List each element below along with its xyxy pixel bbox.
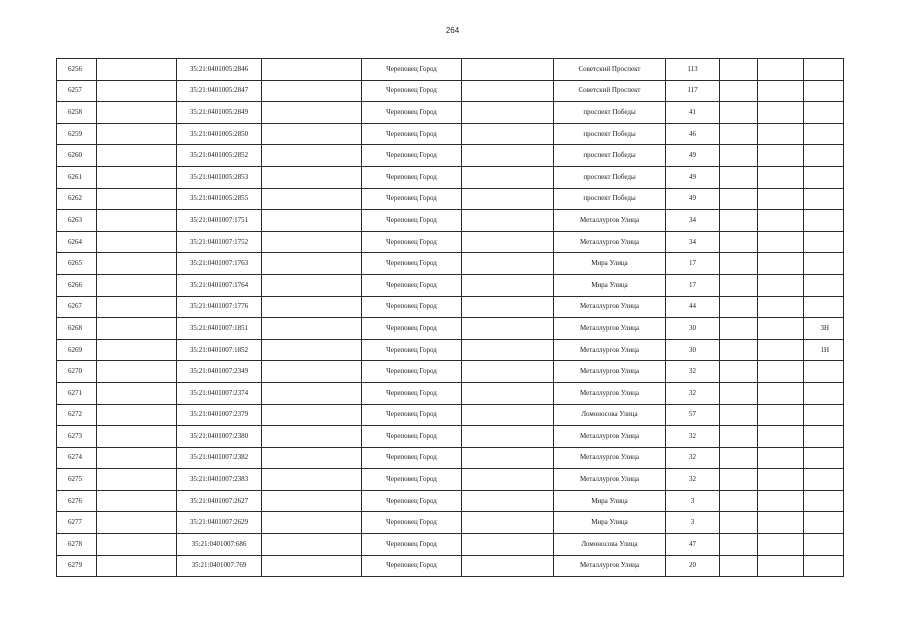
row-number-cell: 6274 <box>57 447 97 469</box>
empty-cell <box>758 447 804 469</box>
row-number-cell: 6265 <box>57 253 97 275</box>
cadastral-number-cell: 35:21:0401007:2379 <box>177 404 262 426</box>
table-row <box>57 426 844 448</box>
house-number-cell: 32 <box>666 447 720 469</box>
empty-cell <box>720 296 758 318</box>
premises-number-cell <box>804 59 844 81</box>
row-number-cell: 6262 <box>57 188 97 210</box>
street-cell: проспект Победы <box>554 145 666 167</box>
empty-cell <box>462 447 554 469</box>
premises-number-cell <box>804 555 844 577</box>
table-row <box>57 382 844 404</box>
empty-cell <box>462 231 554 253</box>
street-cell: Советский Проспект <box>554 59 666 81</box>
empty-cell <box>97 274 177 296</box>
empty-cell <box>262 447 362 469</box>
empty-cell <box>97 382 177 404</box>
house-number-cell: 57 <box>666 404 720 426</box>
premises-number-cell <box>804 145 844 167</box>
empty-cell <box>758 145 804 167</box>
empty-cell <box>97 490 177 512</box>
house-number-cell: 20 <box>666 555 720 577</box>
house-number-cell: 30 <box>666 318 720 340</box>
cadastral-number-cell: 35:21:0401005:2850 <box>177 123 262 145</box>
premises-number-cell <box>804 296 844 318</box>
street-cell: Металлургов Улица <box>554 339 666 361</box>
empty-cell <box>262 512 362 534</box>
empty-cell <box>262 555 362 577</box>
row-number-cell: 6272 <box>57 404 97 426</box>
cadastral-number-cell: 35:21:0401007:2629 <box>177 512 262 534</box>
cadastral-number-cell: 35:21:0401005:2847 <box>177 80 262 102</box>
empty-cell <box>97 123 177 145</box>
city-cell: Череповец Город <box>362 426 462 448</box>
empty-cell <box>262 123 362 145</box>
empty-cell <box>97 339 177 361</box>
empty-cell <box>758 274 804 296</box>
cadastral-number-cell: 35:21:0401007:1776 <box>177 296 262 318</box>
street-cell: Металлургов Улица <box>554 361 666 383</box>
cadastral-number-cell: 35:21:0401007:1764 <box>177 274 262 296</box>
empty-cell <box>262 339 362 361</box>
empty-cell <box>462 469 554 491</box>
empty-cell <box>462 102 554 124</box>
empty-cell <box>758 166 804 188</box>
empty-cell <box>462 555 554 577</box>
empty-cell <box>720 318 758 340</box>
row-number-cell: 6278 <box>57 534 97 556</box>
empty-cell <box>758 534 804 556</box>
empty-cell <box>462 210 554 232</box>
empty-cell <box>262 361 362 383</box>
empty-cell <box>758 555 804 577</box>
empty-cell <box>720 123 758 145</box>
empty-cell <box>758 59 804 81</box>
empty-cell <box>720 469 758 491</box>
row-number-cell: 6256 <box>57 59 97 81</box>
empty-cell <box>758 339 804 361</box>
city-cell: Череповец Город <box>362 210 462 232</box>
street-cell: Мира Улица <box>554 274 666 296</box>
empty-cell <box>720 80 758 102</box>
house-number-cell: 30 <box>666 339 720 361</box>
city-cell: Череповец Город <box>362 145 462 167</box>
empty-cell <box>97 253 177 275</box>
empty-cell <box>97 145 177 167</box>
cadastral-number-cell: 35:21:0401005:2849 <box>177 102 262 124</box>
row-number-cell: 6259 <box>57 123 97 145</box>
row-number-cell: 6267 <box>57 296 97 318</box>
empty-cell <box>97 426 177 448</box>
row-number-cell: 6269 <box>57 339 97 361</box>
cadastral-number-cell: 35:21:0401007:1752 <box>177 231 262 253</box>
table-row <box>57 80 844 102</box>
empty-cell <box>262 210 362 232</box>
premises-number-cell <box>804 123 844 145</box>
premises-number-cell <box>804 382 844 404</box>
empty-cell <box>262 426 362 448</box>
table-row <box>57 490 844 512</box>
house-number-cell: 49 <box>666 166 720 188</box>
empty-cell <box>262 404 362 426</box>
row-number-cell: 6264 <box>57 231 97 253</box>
empty-cell <box>262 490 362 512</box>
house-number-cell: 32 <box>666 361 720 383</box>
empty-cell <box>758 318 804 340</box>
city-cell: Череповец Город <box>362 339 462 361</box>
empty-cell <box>97 318 177 340</box>
empty-cell <box>462 123 554 145</box>
table-row <box>57 512 844 534</box>
street-cell: Металлургов Улица <box>554 210 666 232</box>
cadastral-number-cell: 35:21:0401007:2382 <box>177 447 262 469</box>
empty-cell <box>758 123 804 145</box>
empty-cell <box>462 145 554 167</box>
empty-cell <box>758 382 804 404</box>
house-number-cell: 44 <box>666 296 720 318</box>
cadastral-number-cell: 35:21:0401007:1851 <box>177 318 262 340</box>
empty-cell <box>720 339 758 361</box>
empty-cell <box>262 166 362 188</box>
cadastral-number-cell: 35:21:0401007:2380 <box>177 426 262 448</box>
house-number-cell: 41 <box>666 102 720 124</box>
city-cell: Череповец Город <box>362 59 462 81</box>
empty-cell <box>720 253 758 275</box>
table-row <box>57 102 844 124</box>
row-number-cell: 6279 <box>57 555 97 577</box>
street-cell: Металлургов Улица <box>554 318 666 340</box>
table-row <box>57 447 844 469</box>
empty-cell <box>720 210 758 232</box>
premises-number-cell <box>804 534 844 556</box>
street-cell: Мира Улица <box>554 253 666 275</box>
empty-cell <box>720 361 758 383</box>
empty-cell <box>97 361 177 383</box>
row-number-cell: 6261 <box>57 166 97 188</box>
row-number-cell: 6271 <box>57 382 97 404</box>
row-number-cell: 6257 <box>57 80 97 102</box>
empty-cell <box>97 59 177 81</box>
city-cell: Череповец Город <box>362 404 462 426</box>
empty-cell <box>720 382 758 404</box>
empty-cell <box>720 404 758 426</box>
empty-cell <box>462 512 554 534</box>
house-number-cell: 3 <box>666 490 720 512</box>
street-cell: Металлургов Улица <box>554 296 666 318</box>
street-cell: проспект Победы <box>554 123 666 145</box>
empty-cell <box>262 469 362 491</box>
premises-number-cell <box>804 80 844 102</box>
empty-cell <box>720 231 758 253</box>
house-number-cell: 32 <box>666 382 720 404</box>
table-row <box>57 166 844 188</box>
cadastral-number-cell: 35:21:0401007:1852 <box>177 339 262 361</box>
city-cell: Череповец Город <box>362 318 462 340</box>
street-cell: Металлургов Улица <box>554 382 666 404</box>
premises-number-cell <box>804 361 844 383</box>
empty-cell <box>462 382 554 404</box>
empty-cell <box>262 253 362 275</box>
city-cell: Череповец Город <box>362 123 462 145</box>
street-cell: Советский Проспект <box>554 80 666 102</box>
premises-number-cell <box>804 426 844 448</box>
empty-cell <box>758 361 804 383</box>
table-row <box>57 253 844 275</box>
house-number-cell: 49 <box>666 188 720 210</box>
empty-cell <box>720 426 758 448</box>
city-cell: Череповец Город <box>362 555 462 577</box>
empty-cell <box>462 404 554 426</box>
street-cell: проспект Победы <box>554 188 666 210</box>
table-row <box>57 274 844 296</box>
empty-cell <box>462 80 554 102</box>
empty-cell <box>262 296 362 318</box>
table-row <box>57 231 844 253</box>
city-cell: Череповец Город <box>362 253 462 275</box>
city-cell: Череповец Город <box>362 102 462 124</box>
city-cell: Череповец Город <box>362 166 462 188</box>
empty-cell <box>262 59 362 81</box>
empty-cell <box>97 231 177 253</box>
street-cell: Металлургов Улица <box>554 426 666 448</box>
house-number-cell: 34 <box>666 210 720 232</box>
table-row <box>57 59 844 81</box>
page-number: 264 <box>445 26 460 35</box>
premises-number-cell: 3Н <box>804 318 844 340</box>
empty-cell <box>720 555 758 577</box>
city-cell: Череповец Город <box>362 361 462 383</box>
premises-number-cell <box>804 404 844 426</box>
empty-cell <box>97 512 177 534</box>
empty-cell <box>262 318 362 340</box>
empty-cell <box>720 166 758 188</box>
empty-cell <box>97 447 177 469</box>
table-row <box>57 188 844 210</box>
table-row <box>57 318 844 340</box>
cadastral-number-cell: 35:21:0401007:2383 <box>177 469 262 491</box>
house-number-cell: 32 <box>666 426 720 448</box>
street-cell: Металлургов Улица <box>554 469 666 491</box>
street-cell: Металлургов Улица <box>554 231 666 253</box>
cadastral-number-cell: 35:21:0401007:1763 <box>177 253 262 275</box>
city-cell: Череповец Город <box>362 469 462 491</box>
cadastral-number-cell: 35:21:0401007:2627 <box>177 490 262 512</box>
empty-cell <box>462 534 554 556</box>
house-number-cell: 3 <box>666 512 720 534</box>
empty-cell <box>462 59 554 81</box>
empty-cell <box>462 490 554 512</box>
empty-cell <box>758 296 804 318</box>
table-row <box>57 469 844 491</box>
table-row <box>57 404 844 426</box>
empty-cell <box>97 188 177 210</box>
row-number-cell: 6258 <box>57 102 97 124</box>
empty-cell <box>720 59 758 81</box>
empty-cell <box>462 339 554 361</box>
empty-cell <box>262 274 362 296</box>
premises-number-cell <box>804 469 844 491</box>
cadastral-number-cell: 35:21:0401005:2853 <box>177 166 262 188</box>
empty-cell <box>97 80 177 102</box>
empty-cell <box>262 231 362 253</box>
empty-cell <box>758 231 804 253</box>
city-cell: Череповец Город <box>362 274 462 296</box>
cadastral-number-cell: 35:21:0401007:686 <box>177 534 262 556</box>
empty-cell <box>758 188 804 210</box>
row-number-cell: 6276 <box>57 490 97 512</box>
street-cell: Мира Улица <box>554 512 666 534</box>
empty-cell <box>758 426 804 448</box>
empty-cell <box>462 361 554 383</box>
premises-number-cell <box>804 512 844 534</box>
empty-cell <box>720 512 758 534</box>
property-registry-table <box>56 58 844 577</box>
empty-cell <box>758 253 804 275</box>
empty-cell <box>462 274 554 296</box>
house-number-cell: 117 <box>666 80 720 102</box>
row-number-cell: 6273 <box>57 426 97 448</box>
house-number-cell: 46 <box>666 123 720 145</box>
empty-cell <box>720 102 758 124</box>
table-row <box>57 339 844 361</box>
cadastral-number-cell: 35:21:0401005:2846 <box>177 59 262 81</box>
house-number-cell: 113 <box>666 59 720 81</box>
city-cell: Череповец Город <box>362 447 462 469</box>
street-cell: Ломоносова Улица <box>554 534 666 556</box>
table-row <box>57 210 844 232</box>
house-number-cell: 49 <box>666 145 720 167</box>
row-number-cell: 6270 <box>57 361 97 383</box>
row-number-cell: 6266 <box>57 274 97 296</box>
row-number-cell: 6268 <box>57 318 97 340</box>
empty-cell <box>262 145 362 167</box>
cadastral-number-cell: 35:21:0401005:2855 <box>177 188 262 210</box>
street-cell: Металлургов Улица <box>554 555 666 577</box>
house-number-cell: 32 <box>666 469 720 491</box>
empty-cell <box>97 102 177 124</box>
empty-cell <box>462 166 554 188</box>
city-cell: Череповец Город <box>362 534 462 556</box>
empty-cell <box>720 490 758 512</box>
street-cell: проспект Победы <box>554 102 666 124</box>
empty-cell <box>720 188 758 210</box>
premises-number-cell <box>804 490 844 512</box>
cadastral-number-cell: 35:21:0401007:2349 <box>177 361 262 383</box>
cadastral-number-cell: 35:21:0401005:2852 <box>177 145 262 167</box>
table-row <box>57 296 844 318</box>
empty-cell <box>758 469 804 491</box>
premises-number-cell <box>804 166 844 188</box>
table-row <box>57 534 844 556</box>
premises-number-cell <box>804 102 844 124</box>
street-cell: Ломоносова Улица <box>554 404 666 426</box>
city-cell: Череповец Город <box>362 382 462 404</box>
empty-cell <box>97 404 177 426</box>
row-number-cell: 6263 <box>57 210 97 232</box>
premises-number-cell: 1Н <box>804 339 844 361</box>
city-cell: Череповец Город <box>362 188 462 210</box>
premises-number-cell <box>804 210 844 232</box>
empty-cell <box>462 426 554 448</box>
premises-number-cell <box>804 188 844 210</box>
empty-cell <box>262 188 362 210</box>
empty-cell <box>758 512 804 534</box>
empty-cell <box>97 555 177 577</box>
cadastral-number-cell: 35:21:0401007:769 <box>177 555 262 577</box>
street-cell: проспект Победы <box>554 166 666 188</box>
empty-cell <box>97 296 177 318</box>
cadastral-number-cell: 35:21:0401007:1751 <box>177 210 262 232</box>
empty-cell <box>262 534 362 556</box>
row-number-cell: 6275 <box>57 469 97 491</box>
city-cell: Череповец Город <box>362 231 462 253</box>
house-number-cell: 17 <box>666 274 720 296</box>
empty-cell <box>720 447 758 469</box>
house-number-cell: 47 <box>666 534 720 556</box>
empty-cell <box>720 145 758 167</box>
city-cell: Череповец Город <box>362 512 462 534</box>
street-cell: Металлургов Улица <box>554 447 666 469</box>
premises-number-cell <box>804 274 844 296</box>
empty-cell <box>262 80 362 102</box>
table-row <box>57 145 844 167</box>
empty-cell <box>97 166 177 188</box>
table-row <box>57 123 844 145</box>
city-cell: Череповец Город <box>362 490 462 512</box>
row-number-cell: 6260 <box>57 145 97 167</box>
city-cell: Череповец Город <box>362 80 462 102</box>
city-cell: Череповец Город <box>362 296 462 318</box>
empty-cell <box>462 318 554 340</box>
empty-cell <box>758 404 804 426</box>
empty-cell <box>462 253 554 275</box>
table-row <box>57 361 844 383</box>
row-number-cell: 6277 <box>57 512 97 534</box>
premises-number-cell <box>804 447 844 469</box>
empty-cell <box>720 534 758 556</box>
empty-cell <box>97 210 177 232</box>
empty-cell <box>462 188 554 210</box>
cadastral-number-cell: 35:21:0401007:2374 <box>177 382 262 404</box>
premises-number-cell <box>804 253 844 275</box>
table-row <box>57 555 844 577</box>
empty-cell <box>262 102 362 124</box>
empty-cell <box>97 469 177 491</box>
empty-cell <box>462 296 554 318</box>
empty-cell <box>758 210 804 232</box>
empty-cell <box>262 382 362 404</box>
empty-cell <box>720 274 758 296</box>
house-number-cell: 34 <box>666 231 720 253</box>
empty-cell <box>758 490 804 512</box>
empty-cell <box>97 534 177 556</box>
premises-number-cell <box>804 231 844 253</box>
house-number-cell: 17 <box>666 253 720 275</box>
table-body <box>57 59 844 577</box>
street-cell: Мира Улица <box>554 490 666 512</box>
empty-cell <box>758 102 804 124</box>
empty-cell <box>758 80 804 102</box>
